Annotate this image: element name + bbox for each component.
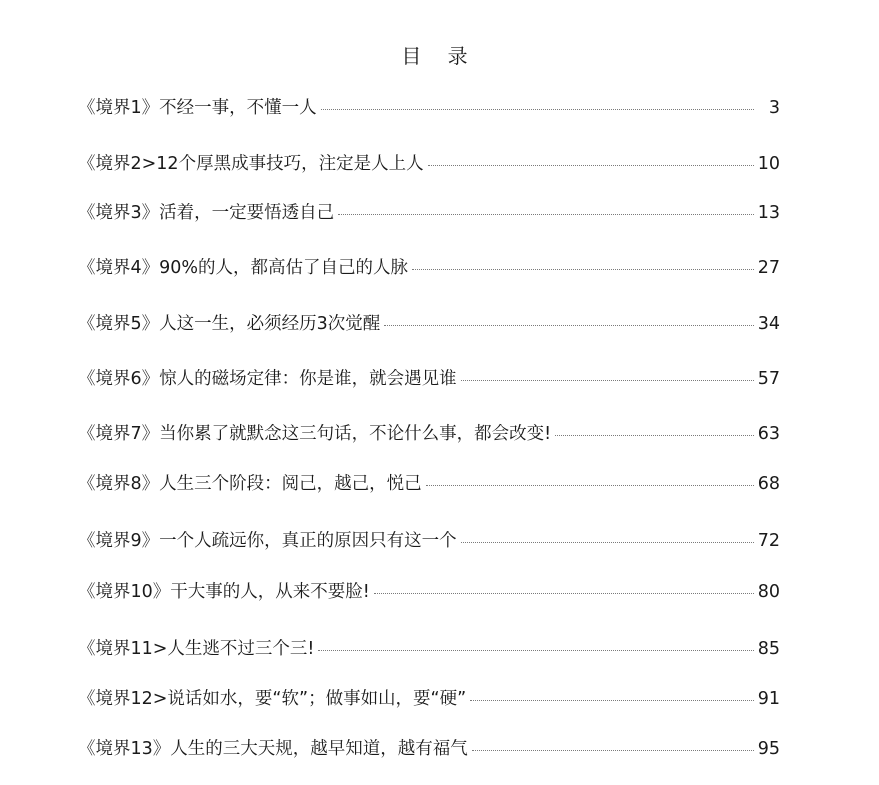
toc-entry-title: 《境界8》人生三个阶段：阅己，越己，悦己 bbox=[78, 474, 422, 494]
toc-entry[interactable] bbox=[78, 578, 780, 603]
toc-leader-dots bbox=[428, 164, 754, 166]
toc-entry-title: 《境界11>人生逃不过三个三! bbox=[78, 639, 315, 659]
toc-leader-dots bbox=[384, 324, 753, 326]
toc-entry-title: 《境界9》一个人疏远你，真正的原因只有这一个 bbox=[78, 531, 457, 551]
toc-entry[interactable] bbox=[78, 470, 780, 495]
toc-entry-title: 《境界1》不经一事，不懂一人 bbox=[78, 98, 317, 118]
toc-leader-dots bbox=[338, 213, 754, 215]
toc-entry-title: 《境界3》活着，一定要悟透自己 bbox=[78, 203, 335, 223]
toc-page-number: 91 bbox=[757, 689, 780, 709]
toc-entry-title: 《境界12>说话如水，要“软”；做事如山，要“硬” bbox=[78, 689, 467, 709]
toc-page-number: 63 bbox=[757, 424, 780, 444]
toc-entry-title: 《境界13》人生的三大天规，越早知道，越有福气 bbox=[78, 739, 468, 759]
toc-page-number: 3 bbox=[768, 98, 780, 118]
toc-entry[interactable] bbox=[78, 527, 780, 552]
toc-page-number: 57 bbox=[757, 369, 780, 389]
toc-entry-title: 《境界5》人这一生，必须经历3次觉醒 bbox=[78, 314, 381, 334]
toc-leader-dots bbox=[461, 541, 754, 543]
toc-leader-dots bbox=[461, 379, 754, 381]
toc-leader-dots bbox=[318, 649, 753, 651]
toc-entry[interactable] bbox=[78, 254, 780, 279]
toc-leader-dots bbox=[374, 592, 754, 594]
toc-entry[interactable] bbox=[78, 635, 780, 660]
page-title: 目 录 bbox=[401, 44, 478, 68]
toc-page-number: 95 bbox=[757, 739, 780, 759]
toc-entry-title: 《境界6》惊人的磁场定律：你是谁，就会遇见谁 bbox=[78, 369, 457, 389]
toc-entry[interactable] bbox=[78, 420, 780, 445]
toc-leader-dots bbox=[470, 699, 754, 701]
toc-entry[interactable] bbox=[78, 199, 780, 224]
toc-entry[interactable] bbox=[78, 685, 780, 710]
toc-entry-title: 《境界10》干大事的人，从来不要脸! bbox=[78, 582, 370, 602]
toc-page-number: 34 bbox=[757, 314, 780, 334]
toc-entry-title: 《境界2>12个厚黑成事技巧，注定是人上人 bbox=[78, 154, 424, 174]
toc-page-number: 10 bbox=[757, 154, 780, 174]
toc-entry[interactable] bbox=[78, 735, 780, 760]
toc-entry-title: 《境界7》当你累了就默念这三句话，不论什么事，都会改变! bbox=[78, 424, 552, 444]
toc-leader-dots bbox=[321, 108, 754, 110]
toc-entry[interactable] bbox=[78, 94, 780, 119]
toc-page-number: 27 bbox=[757, 258, 780, 278]
toc-entry[interactable] bbox=[78, 310, 780, 335]
toc-page-number: 72 bbox=[757, 531, 780, 551]
toc-page-number: 68 bbox=[757, 474, 780, 494]
toc-leader-dots bbox=[412, 268, 754, 270]
toc-leader-dots bbox=[426, 484, 754, 486]
toc-page-number: 85 bbox=[757, 639, 780, 659]
toc-leader-dots bbox=[472, 749, 754, 751]
toc-page-number: 80 bbox=[757, 582, 780, 602]
toc-entry[interactable] bbox=[78, 365, 780, 390]
toc-entry-title: 《境界4》90%的人，都高估了自己的人脉 bbox=[78, 258, 409, 278]
toc-page-number: 13 bbox=[757, 203, 780, 223]
toc-entry[interactable] bbox=[78, 150, 780, 175]
toc-leader-dots bbox=[555, 434, 754, 436]
